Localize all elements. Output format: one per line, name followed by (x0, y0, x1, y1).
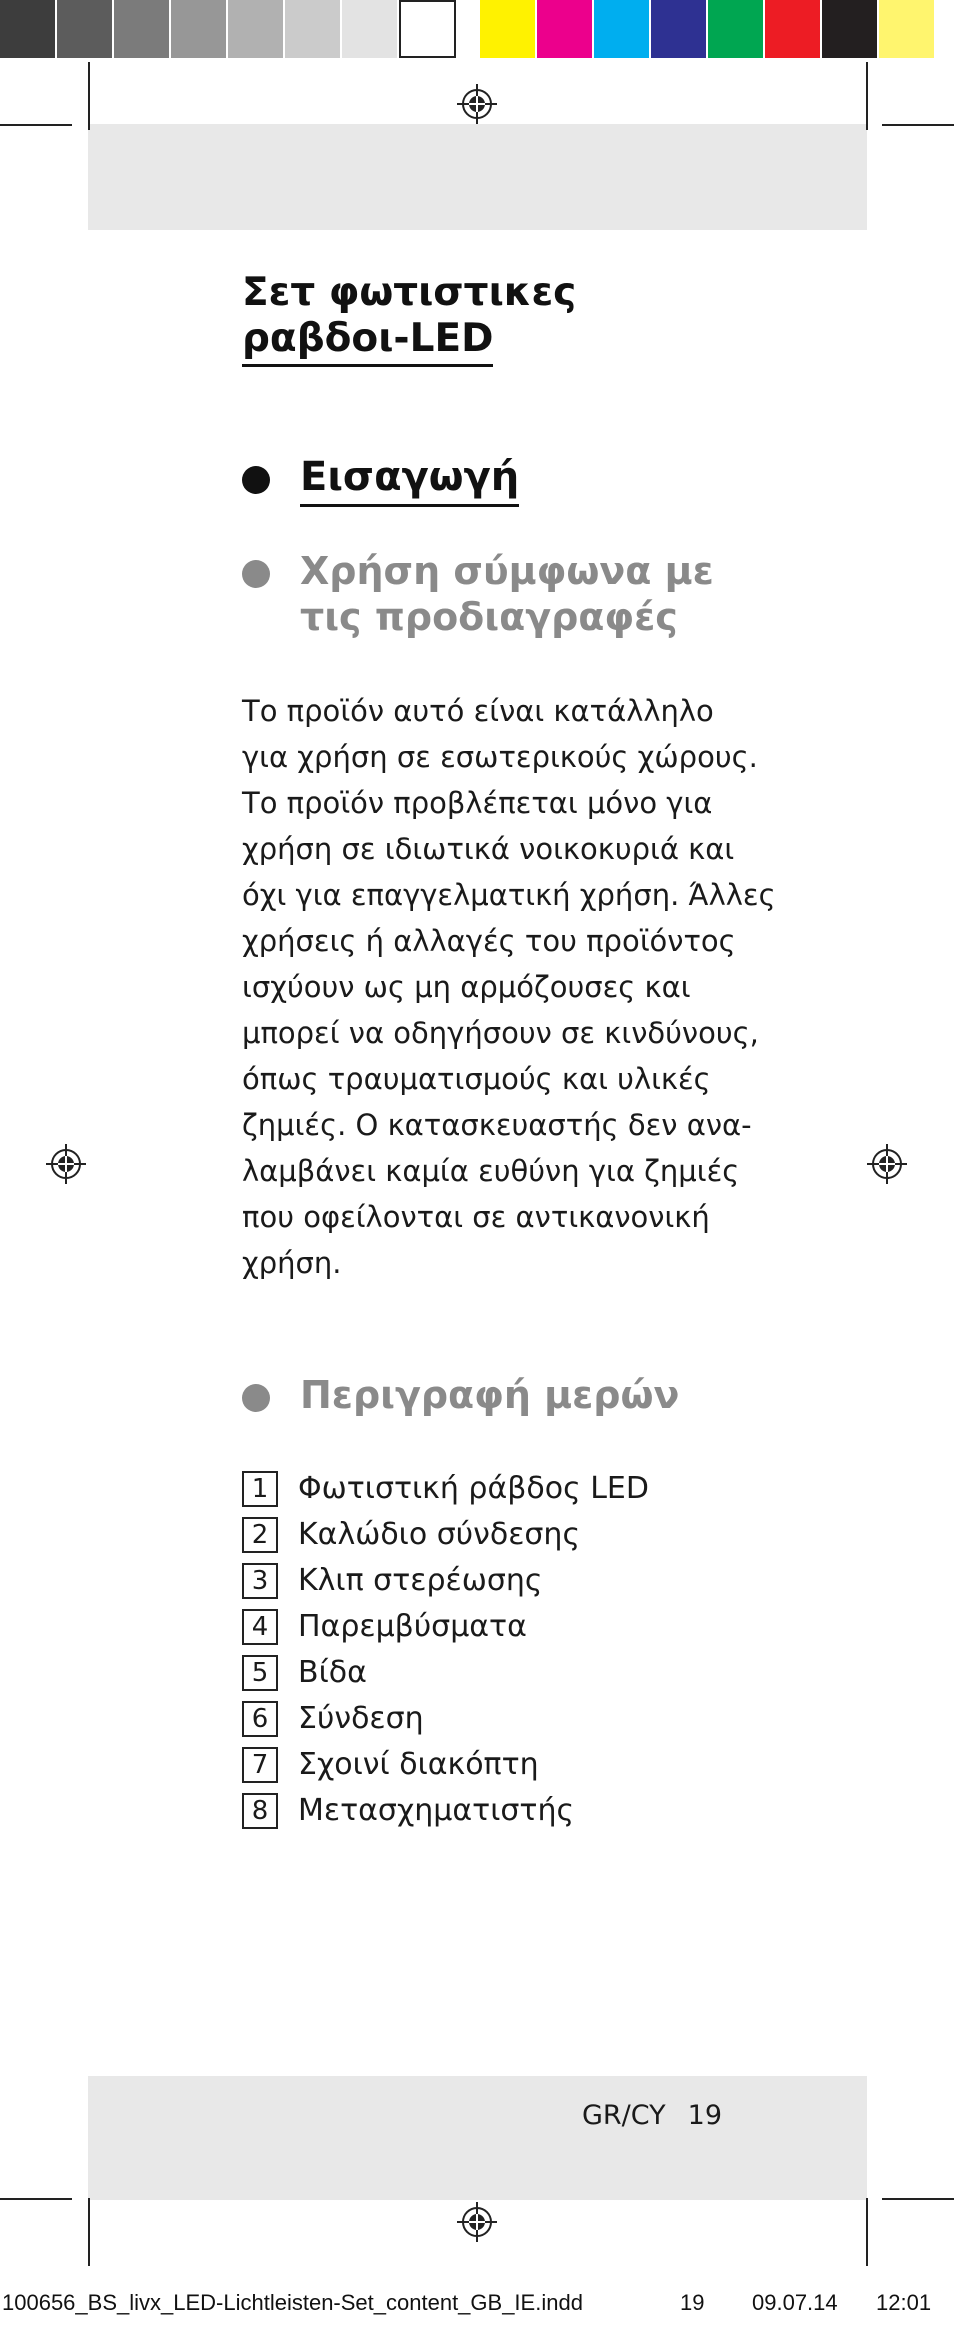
gray-swatch-6 (285, 0, 342, 58)
process-swatch-8 (879, 0, 936, 58)
list-item (242, 1604, 649, 1650)
list-item (242, 1742, 649, 1788)
paragraph-line: ζημιές. Ο κατασκευαστής δεν ανα- (242, 1108, 752, 1142)
registration-mark-icon (865, 1142, 909, 1186)
crop-mark (88, 62, 90, 130)
crop-mark (88, 2198, 90, 2266)
parts-section-heading (242, 1372, 679, 1418)
part-label: Καλώδιο σύνδεσης (298, 1517, 581, 1552)
paragraph-line: όπως τραυματισμούς και υλικές (242, 1062, 711, 1096)
slug-date: 09.07.14 (752, 2290, 838, 2315)
list-item (242, 1466, 649, 1512)
list-item (242, 1696, 649, 1742)
gray-swatch-7 (342, 0, 399, 58)
intro-heading: Εισαγωγή (300, 454, 519, 507)
list-item (242, 1788, 649, 1834)
paragraph-line: ισχύουν ως μη αρμόζουσες και (242, 970, 691, 1004)
part-label: Παρεμβύσματα (298, 1609, 527, 1644)
gray-swatch-8 (399, 0, 456, 58)
registration-mark-icon (455, 82, 499, 126)
process-swatch-3 (594, 0, 651, 58)
header-band (88, 124, 867, 230)
crop-mark (0, 124, 72, 126)
paragraph-line: χρήση σε ιδιωτικά νοικοκυριά και (242, 832, 735, 866)
slug-time: 12:01 (876, 2290, 932, 2315)
usage-paragraph (242, 688, 776, 1286)
gray-swatch-3 (114, 0, 171, 58)
part-label: Φωτιστική ράβδος LED (298, 1471, 649, 1506)
bullet-dot-icon (242, 1384, 270, 1412)
paragraph-line: Το προϊόν αυτό είναι κατάλληλο (242, 694, 714, 728)
crop-mark (0, 2198, 72, 2200)
bullet-dot-icon (242, 560, 270, 588)
part-number-box: 1 (242, 1471, 278, 1507)
parts-list (242, 1466, 649, 1834)
crop-mark (882, 124, 954, 126)
paragraph-line: Το προϊόν προβλέπεται μόνο για (242, 786, 713, 820)
slug-filename: 100656_BS_livx_LED-Lichtleisten-Set_content_GB_IE.indd (2, 2290, 583, 2315)
part-number-box: 2 (242, 1517, 278, 1553)
part-number-box: 4 (242, 1609, 278, 1645)
registration-mark-icon (455, 2200, 499, 2244)
title-line-1: Σετ φωτιστικες (242, 270, 577, 315)
process-swatch-1 (480, 0, 537, 58)
title-line-2: ραβδοι-LED (242, 316, 493, 367)
crop-mark (882, 2198, 954, 2200)
part-number-box: 8 (242, 1793, 278, 1829)
slug-page: 19 (680, 2290, 705, 2315)
gray-swatch-1 (0, 0, 57, 58)
part-label: Σχοινί διακόπτη (298, 1747, 539, 1782)
process-swatch-5 (708, 0, 765, 58)
process-swatch-6 (765, 0, 822, 58)
part-number-box: 5 (242, 1655, 278, 1691)
gray-swatch-4 (171, 0, 228, 58)
paragraph-line: που οφείλονται σε αντικανονική (242, 1200, 710, 1234)
process-swatch-2 (537, 0, 594, 58)
usage-heading-line-1: Χρήση σύμφωνα με (300, 549, 714, 593)
list-item (242, 1558, 649, 1604)
paragraph-line: μπορεί να οδηγήσουν σε κινδύνους, (242, 1016, 759, 1050)
color-calibration-bar (0, 0, 936, 60)
crop-mark (866, 2198, 868, 2266)
crop-mark (866, 62, 868, 130)
gray-swatch-2 (57, 0, 114, 58)
process-swatch-7 (822, 0, 879, 58)
part-number-box: 3 (242, 1563, 278, 1599)
bullet-dot-icon (242, 466, 270, 494)
list-item (242, 1512, 649, 1558)
part-number-box: 6 (242, 1701, 278, 1737)
part-number-box: 7 (242, 1747, 278, 1783)
paragraph-line: λαμβάνει καμία ευθύνη για ζημιές (242, 1154, 740, 1188)
gray-swatch-5 (228, 0, 285, 58)
part-label: Κλιπ στερέωσης (298, 1563, 543, 1598)
footer-band (88, 2076, 867, 2200)
paragraph-line: χρήση. (242, 1246, 342, 1280)
part-label: Σύνδεση (298, 1701, 424, 1736)
part-label: Βίδα (298, 1655, 367, 1690)
parts-heading: Περιγραφή μερών (300, 1373, 680, 1417)
document-title (242, 270, 576, 367)
paragraph-line: για χρήση σε εσωτερικούς χώρους. (242, 740, 758, 774)
registration-mark-icon (44, 1142, 88, 1186)
page-footer (582, 2100, 722, 2131)
intro-section-heading (242, 454, 519, 507)
region-label: GR/CY (582, 2100, 666, 2131)
page-number: 19 (687, 2100, 723, 2131)
paragraph-line: χρήσεις ή αλλαγές του προϊόντος (242, 924, 736, 958)
part-label: Μετασχηματιστής (298, 1793, 575, 1828)
process-swatch-4 (651, 0, 708, 58)
usage-heading-line-2: τις προδιαγραφές (300, 595, 678, 639)
list-item (242, 1650, 649, 1696)
paragraph-line: όχι για επαγγελματική χρήση. Άλλες (242, 878, 776, 912)
usage-section-heading (242, 548, 714, 640)
